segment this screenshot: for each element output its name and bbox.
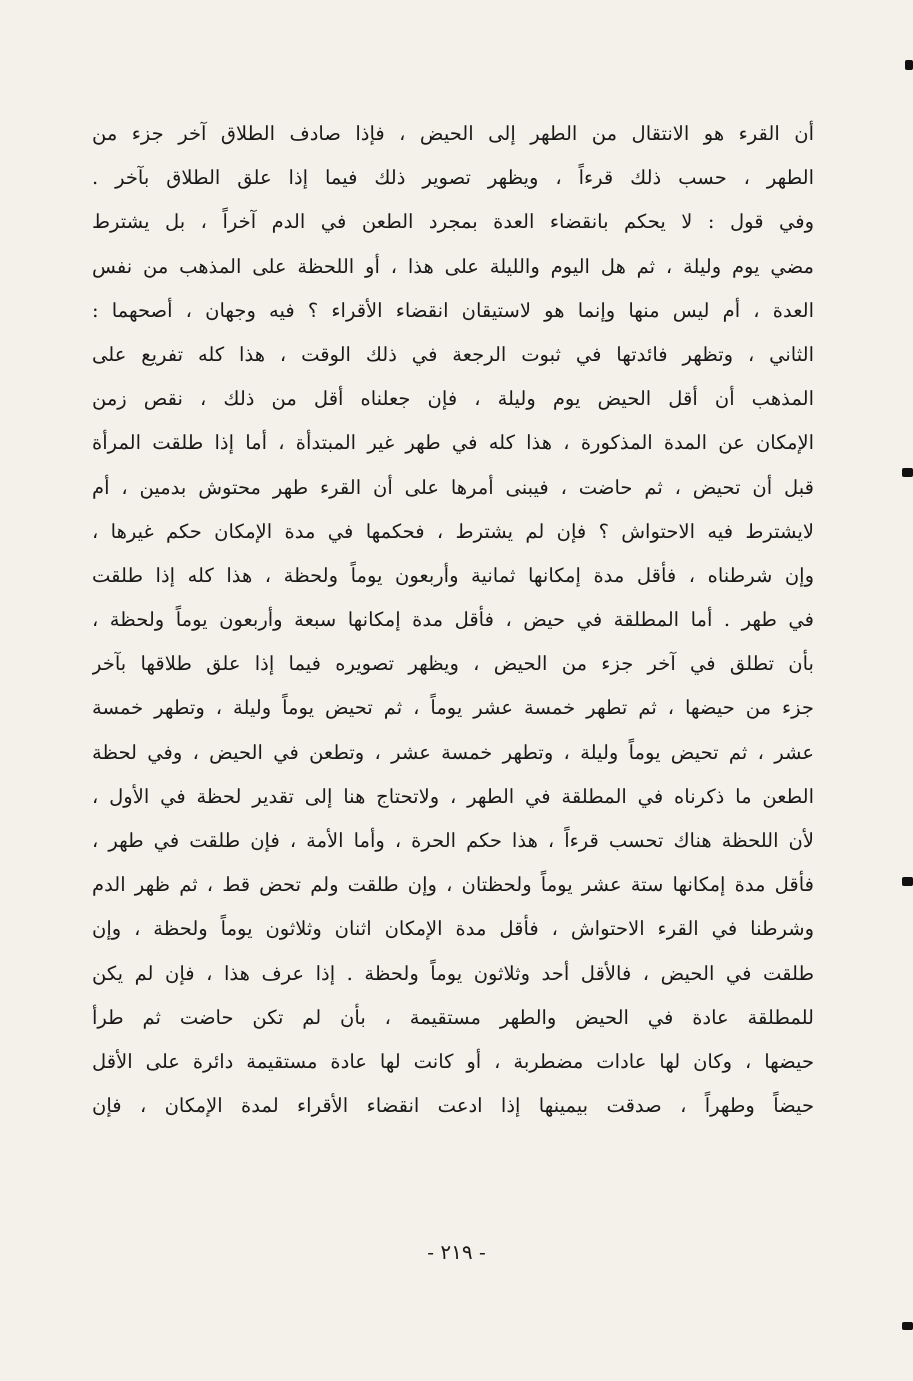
page-number: - ٢١٩ - [427, 1240, 486, 1264]
text-line: الثاني ، وتظهر فائدتها في ثبوت الرجعة في ذلك الوقت ، هذا كله تفريع على [92, 342, 814, 366]
margin-mark-top [905, 60, 913, 70]
text-line: عشر ، ثم تحيض يوماً وليلة ، وتطهر خمسة عشر ، وتطعن في الحيض ، وفي لحظة [92, 740, 814, 764]
text-line: فأقل مدة إمكانها ستة عشر يوماً ولحظتان ، وإن طلقت ولم تحض قط ، ثم ظهر الدم [92, 873, 814, 897]
body-text [92, 112, 814, 1128]
text-line: مضي يوم وليلة ، ثم هل اليوم والليلة على هذا ، أو اللحظة على المذهب من نفس [92, 254, 814, 278]
text-line: الإمكان عن المدة المذكورة ، هذا كله في طهر غير المبتدأة ، أما إذا طلقت المرأة [92, 431, 814, 455]
text-line: وفي قول : لا يحكم بانقضاء العدة بمجرد الطعن في الدم آخراً ، بل يشترط [92, 210, 814, 234]
text-line: قبل أن تحيض ، ثم حاضت ، فيبنى أمرها على أن القرء طهر محتوش بدمين ، أم [92, 475, 814, 499]
text-line: الطعن ما ذكرناه في المطلقة في الطهر ، ولاتحتاج هنا إلى تقدير لحظة في الأول ، [92, 784, 814, 808]
text-line: العدة ، أم ليس منها وإنما هو لاستيقان انقضاء الأقراء ؟ فيه وجهان ، أصحهما : [92, 298, 814, 322]
text-line: لايشترط فيه الاحتواش ؟ فإن لم يشترط ، فحكمها في مدة الإمكان حكم غيرها ، [92, 519, 814, 543]
text-line: وشرطنا في القرء الاحتواش ، فأقل مدة الإمكان اثنان وثلاثون يوماً ولحظة ، وإن [92, 917, 814, 941]
text-line: في طهر . أما المطلقة في حيض ، فأقل مدة إمكانها سبعة وأربعون يوماً ولحظة ، [92, 608, 814, 632]
margin-mark-middle-lower [902, 877, 913, 886]
text-line: وإن شرطناه ، فأقل مدة إمكانها ثمانية وأربعون يوماً ولحظة ، هذا كله إذا طلقت [92, 563, 814, 587]
margin-mark-middle-upper [902, 468, 913, 477]
text-line: لأن اللحظة هناك تحسب قرءاً ، هذا حكم الحرة ، وأما الأمة ، فإن طلقت في طهر ، [92, 829, 814, 852]
text-line: طلقت في الحيض ، فالأقل أحد وثلاثون يوماً ولحظة . إذا عرف هذا ، فإن لم يكن [92, 961, 814, 985]
text-line: بأن تطلق في آخر جزء من الحيض ، ويظهر تصويره فيما إذا علق طلاقها بآخر [92, 652, 814, 676]
text-line: جزء من حيضها ، ثم تطهر خمسة عشر يوماً ، ثم تحيض يوماً وليلة ، وتطهر خمسة [92, 696, 814, 720]
text-line: الطهر ، حسب ذلك قرءاً ، ويظهر تصوير ذلك فيما إذا علق الطلاق بآخر . [92, 166, 814, 190]
text-line: أن القرء هو الانتقال من الطهر إلى الحيض ، فإذا صادف الطلاق آخر جزء من [92, 122, 814, 145]
text-line: حيضاً وطهراً ، صدقت بيمينها إذا ادعت انقضاء الأقراء لمدة الإمكان ، فإن [92, 1094, 814, 1118]
text-line: للمطلقة عادة في الحيض والطهر مستقيمة ، بأن لم تكن حاضت ثم طرأ [92, 1005, 814, 1029]
text-line: المذهب أن أقل الحيض يوم وليلة ، فإن جعلناه أقل من ذلك ، نقص زمن [92, 387, 814, 411]
margin-mark-bottom [902, 1322, 913, 1330]
text-line: حيضها ، وكان لها عادات مضطربة ، أو كانت لها عادة مستقيمة دائرة على الأقل [92, 1049, 814, 1073]
